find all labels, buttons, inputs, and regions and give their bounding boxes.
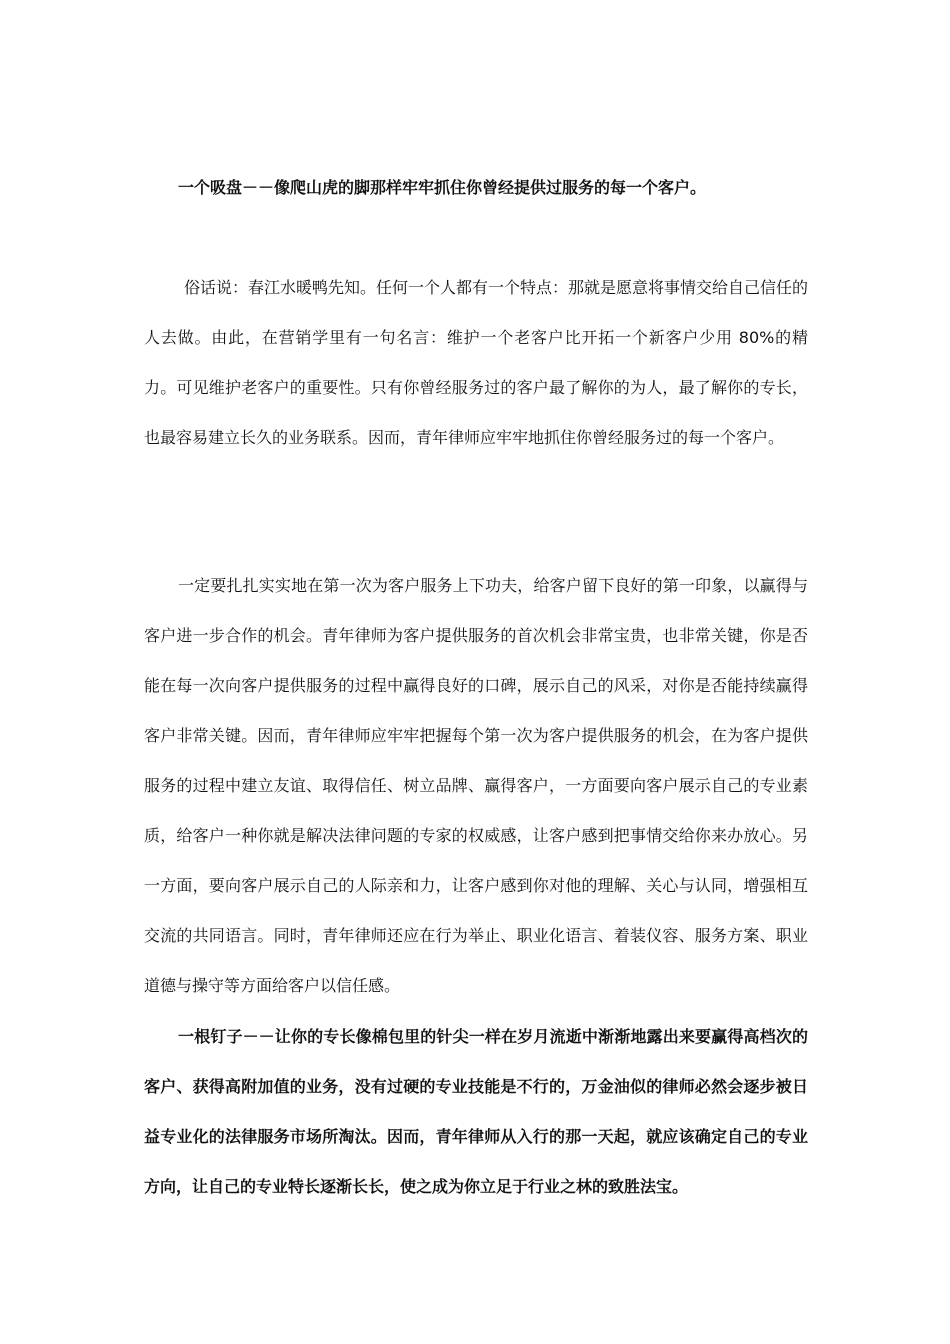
heading-suction-cup: 一个吸盘－－像爬山虎的脚那样牢牢抓住你曾经提供过服务的每一个客户。 xyxy=(178,178,707,197)
heading-nail-specialty: 一根钉子－－让你的专长像棉包里的针尖一样在岁月流逝中渐渐地露出来要赢得高档次的客户、获得高附加值的业务，没有过硬的专业技能是不行的，万金油似的律师必然会逐步被日益专业化的法律服务市场所淘汰。因而，青年律师从入行的那一天起，就应该确定自己的专业方向，让自己的专业特长逐渐长长，使之成为你立足于行业之林的致胜法宝。 xyxy=(144,1027,808,1196)
paragraph-old-clients: 俗话说：春江水暖鸭先知。任何一个人都有一个特点：那就是愿意将事情交给自己信任的人去做。由此，在营销学里有一句名言：维护一个老客户比开拓一个新客户少用 80%的精力。可见维护老客户的重要性。只有你曾经服务过的客户最了解你的为人，最了解你的专长，也最容易建立长久的业务联系。因而，青年律师应牢牢地抓住你曾经服务过的每一个客户。 xyxy=(144,278,809,447)
paragraph-first-impression: 一定要扎扎实实地在第一次为客户服务上下功夫，给客户留下良好的第一印象，以赢得与客户进一步合作的机会。青年律师为客户提供服务的首次机会非常宝贵，也非常关键，你是否能在每一次向客户提供服务的过程中赢得良好的口碑，展示自己的风采，对你是否能持续赢得客户非常关键。因而，青年律师应牢牢把握每个第一次为客户提供服务的机会，在为客户提供服务的过程中建立友谊、取得信任、树立品牌、赢得客户，一方面要向客户展示自己的专业素质，给客户一种你就是解决法律问题的专家的权威感，让客户感到把事情交给你来办放心。另一方面，要向客户展示自己的人际亲和力，让客户感到你对他的理解、关心与认同，增强相互交流的共同语言。同时，青年律师还应在行为举止、职业化语言、着装仪容、服务方案、职业道德与操守等方面给客户以信任感。 xyxy=(144,576,808,995)
